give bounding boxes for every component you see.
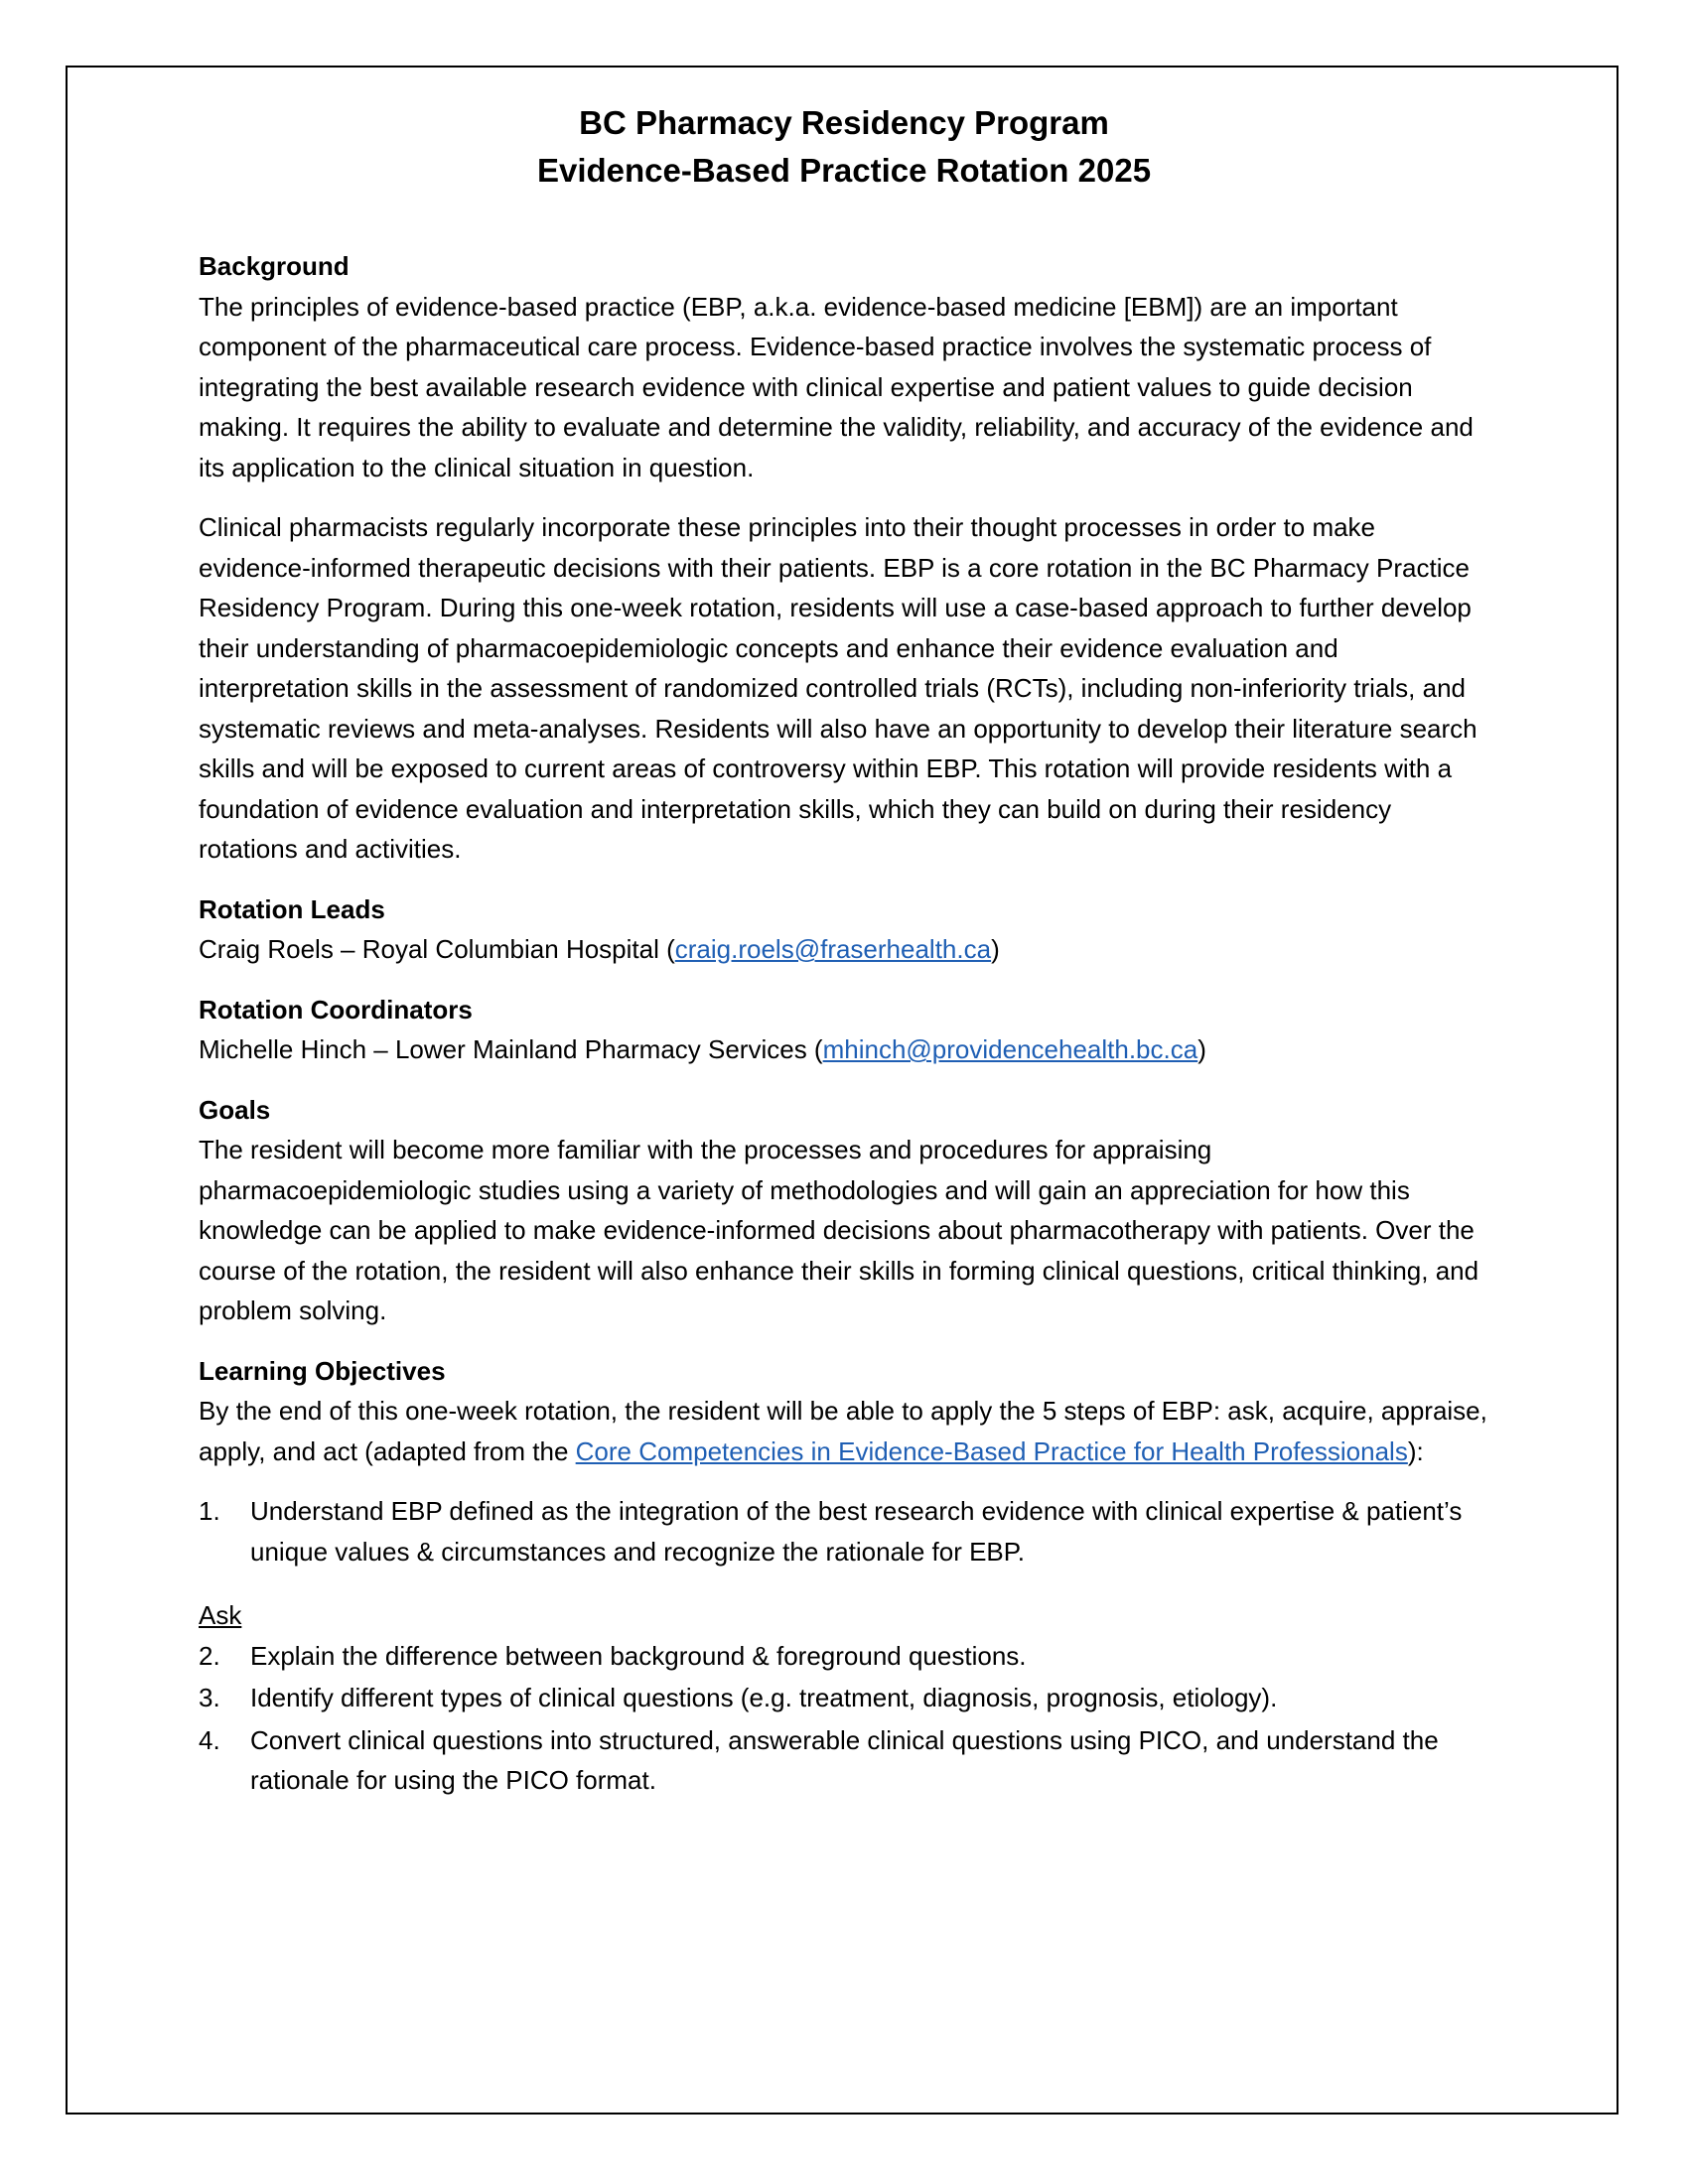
title-block — [199, 99, 1489, 195]
learning-objectives-section — [199, 1351, 1489, 1801]
core-competencies-link[interactable]: Core Competencies in Evidence-Based Practice for Health Professionals — [575, 1435, 1408, 1466]
document-content — [199, 99, 1489, 1821]
goals-heading: Goals — [199, 1094, 271, 1125]
objective-item-2 — [199, 1636, 1489, 1677]
rotation-lead-email-link[interactable]: craig.roels@fraserhealth.ca — [674, 934, 992, 964]
objective-text: Convert clinical questions into structured, answerable clinical questions using PICO, and understand the rationale for using the PICO format. — [250, 1724, 1439, 1795]
goals-section — [199, 1090, 1489, 1331]
rotation-lead-close: ) — [991, 934, 1000, 964]
rotation-coordinators-section — [199, 990, 1489, 1070]
objective-number: 4. — [199, 1724, 220, 1755]
goals-text: The resident will become more familiar with the processes and procedures for appraising pharmacoepidemiologic studies using a variety of methodologies and will gain an appreciation for how this knowledge can be applied to make evidence-informed decisions about pharmacotherapy with patients. Over the course of the rotation, the resident will also enhance their skills in forming clinical questions, critical thinking, and problem solving. — [199, 1135, 1479, 1325]
rotation-leads-section — [199, 889, 1489, 970]
objective-number: 3. — [199, 1683, 220, 1712]
objective-text: Identify different types of clinical questions (e.g. treatment, diagnosis, prognosis, etiology). — [250, 1683, 1278, 1712]
background-paragraph-1: The principles of evidence-based practice (EBP, a.k.a. evidence-based medicine [EBM]) are an important component of the pharmaceutical care process. Evidence-based practice involves the systematic process of integrating the best available research evidence with clinical expertise and patient values to guide decision making. It requires the ability to evaluate and determine the validity, reliability, and accuracy of the evidence and its application to the clinical situation in question. — [199, 291, 1474, 482]
learning-objectives-intro-end: ): — [1407, 1435, 1424, 1466]
objective-text: Explain the difference between background & foreground questions. — [250, 1640, 1027, 1671]
rotation-coordinator-email-link[interactable]: mhinch@providencehealth.bc.ca — [822, 1034, 1198, 1064]
background-paragraph-2: Clinical pharmacists regularly incorporate these principles into their thought processes in order to make evidence-informed therapeutic decisions with their patients. EBP is a core rotation in the BC Pharmacy Practice Residency Program. During this one-week rotation, residents will use a case-based approach to further develop their understanding of pharmacoepidemiologic concepts and enhance their evidence evaluation and interpretation skills in the assessment of randomized controlled trials (RCTs), including non-inferiority trials, and systematic reviews and meta-analyses. Residents will also have an opportunity to develop their literature search skills and will be exposed to current areas of controversy within EBP. This rotation will provide residents with a foundation of evidence evaluation and interpretation skills, which they can build on during their residency rotations and activities. — [199, 512, 1477, 864]
objective-item-4 — [199, 1720, 1489, 1801]
rotation-lead-name: Craig Roels – Royal Columbian Hospital ( — [199, 934, 675, 964]
ask-subheading: Ask — [199, 1600, 242, 1630]
objective-item-3 — [199, 1678, 1489, 1718]
rotation-lead-entry — [199, 929, 1489, 970]
objective-number: 1. — [199, 1496, 220, 1526]
rotation-coordinators-heading: Rotation Coordinators — [199, 994, 473, 1024]
document-subtitle: Evidence-Based Practice Rotation 2025 — [536, 152, 1152, 189]
objective-item-1 — [199, 1491, 1489, 1571]
objective-text: Understand EBP defined as the integration of the best research evidence with clinical expertise & patient’s unique values & circumstances and recognize the rationale for EBP. — [250, 1496, 1463, 1567]
learning-objectives-intro-text: By the end of this one-week rotation, the resident will be able to apply the 5 steps of EBP: ask, acquire, appraise, apply, and act (adapted from the — [199, 1396, 1487, 1466]
learning-objectives-intro — [199, 1391, 1489, 1471]
background-section — [199, 246, 1489, 870]
rotation-leads-heading: Rotation Leads — [199, 893, 385, 924]
objective-number: 2. — [199, 1640, 220, 1671]
rotation-coordinator-close: ) — [1197, 1034, 1206, 1064]
background-heading: Background — [199, 251, 350, 281]
document-title: BC Pharmacy Residency Program — [579, 104, 1109, 141]
rotation-coordinator-name: Michelle Hinch – Lower Mainland Pharmacy Services ( — [199, 1034, 823, 1064]
rotation-coordinator-entry — [199, 1029, 1489, 1070]
learning-objectives-heading: Learning Objectives — [199, 1355, 446, 1386]
